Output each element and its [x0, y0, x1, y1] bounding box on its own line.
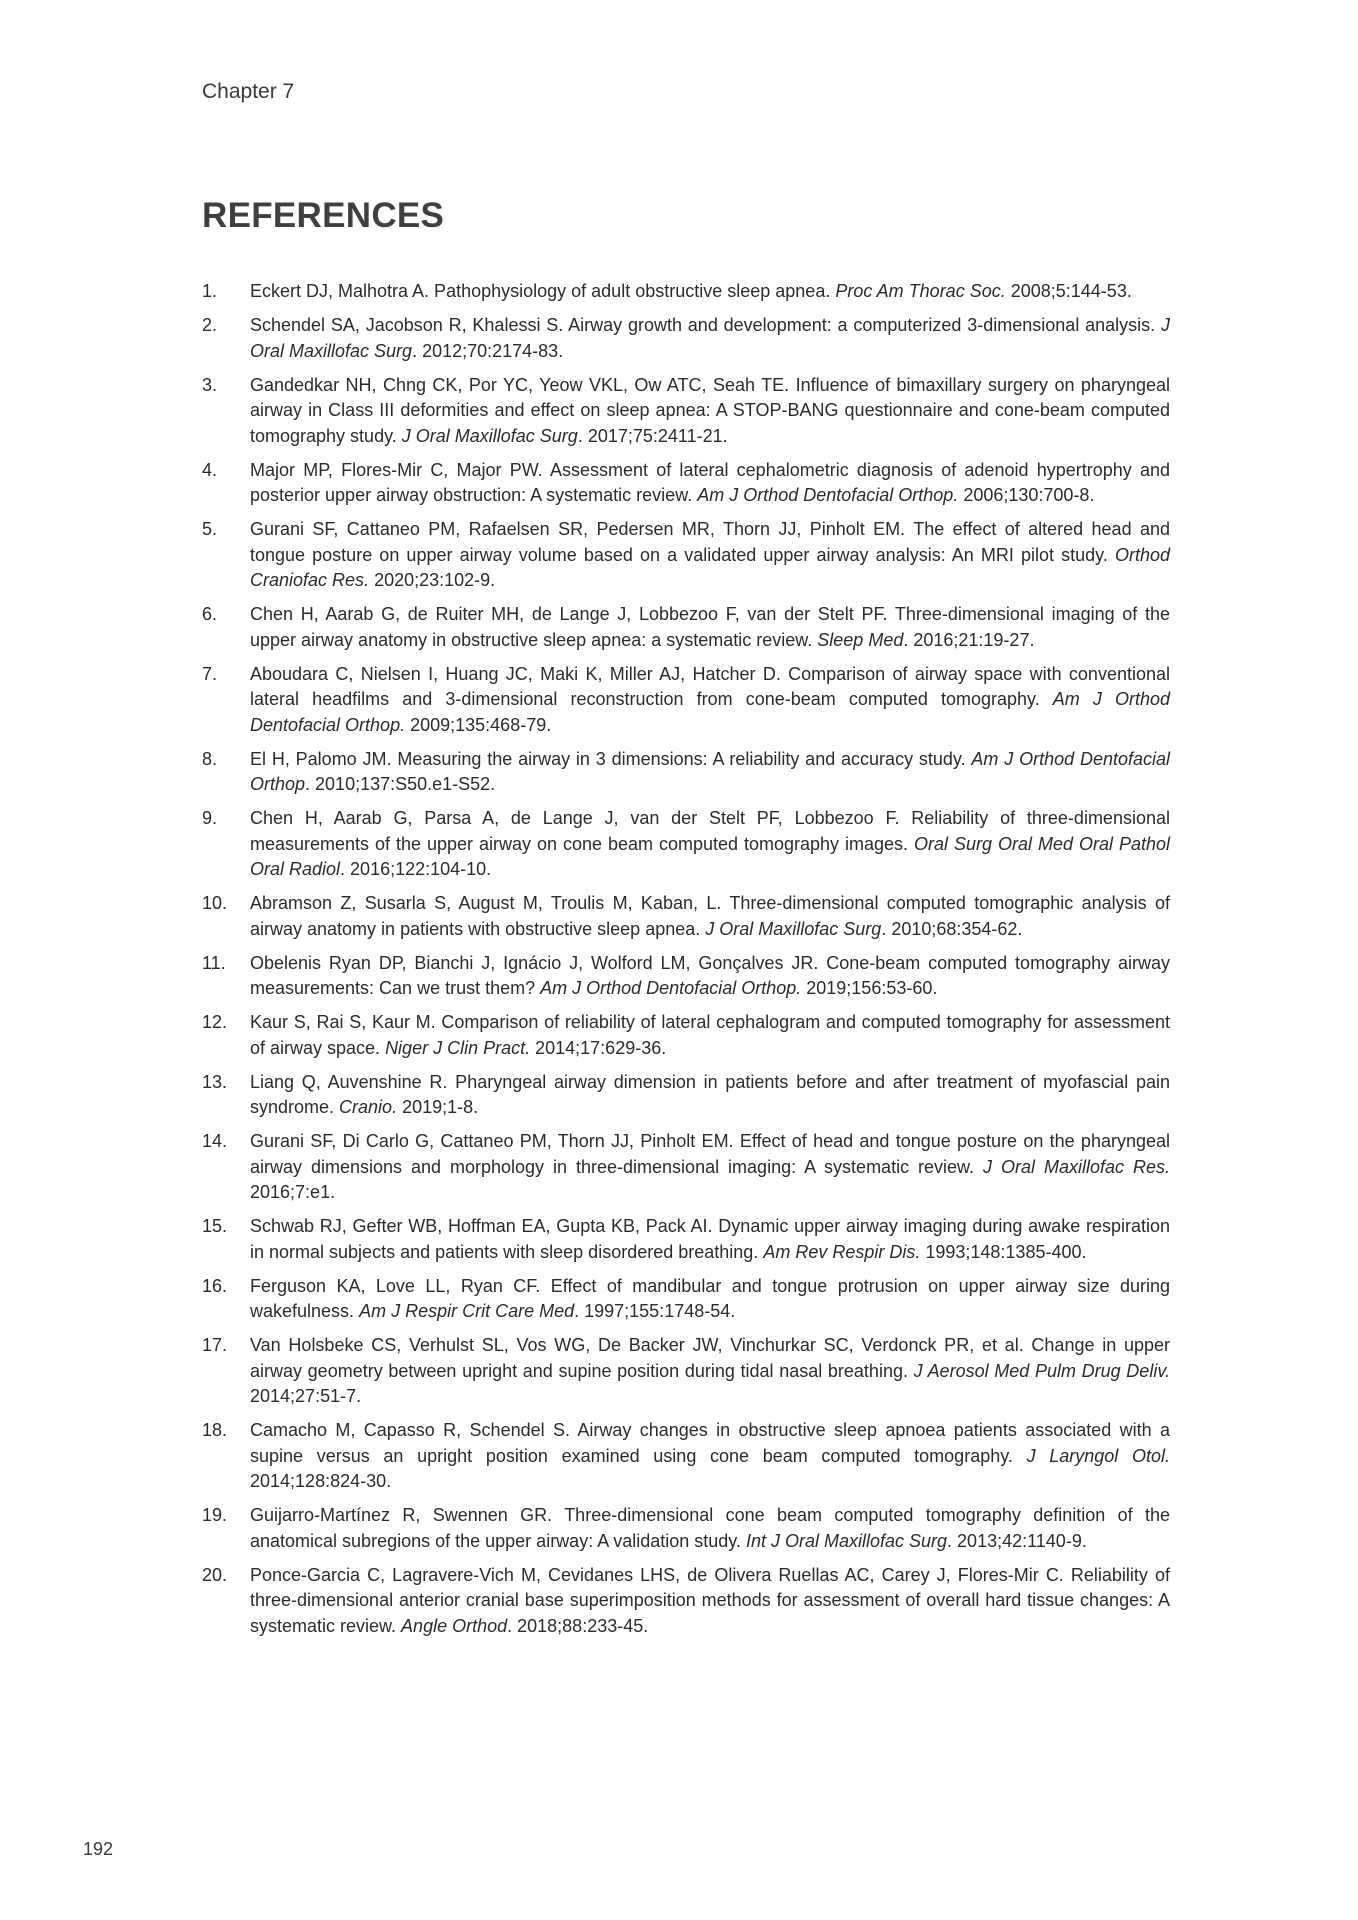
reference-citation: . 2010;68:354-62. [881, 918, 1023, 939]
reference-item [202, 1010, 1170, 1061]
reference-item [202, 313, 1170, 364]
reference-number: 8. [202, 748, 218, 769]
section-title: REFERENCES [202, 196, 445, 235]
reference-authors-title: Kaur S, Rai S, Kaur M. Comparison of reliability of lateral cephalogram and computed tomography for assessment of airway space. [250, 1012, 1170, 1058]
reference-journal: Am Rev Respir Dis. [763, 1241, 921, 1262]
reference-text [250, 1129, 1170, 1206]
reference-journal: Oral Surg Oral Med Oral Pathol Oral Radiol [250, 833, 1170, 879]
reference-journal: J Oral Maxillofac Surg [250, 315, 1170, 361]
reference-number: 10. [202, 893, 228, 913]
reference-authors-title: Ferguson KA, Love LL, Ryan CF. Effect of mandibular and tongue protrusion on upper airway size during wakefulness. [250, 1275, 1170, 1321]
reference-item [202, 951, 1170, 1002]
reference-number: 20. [202, 1564, 228, 1585]
reference-item [202, 1070, 1170, 1121]
reference-item [202, 747, 1170, 798]
reference-text [250, 373, 1170, 450]
reference-journal: J Oral Maxillofac Res. [983, 1156, 1170, 1177]
reference-item [202, 662, 1170, 739]
reference-text [250, 891, 1170, 942]
reference-item [202, 1333, 1170, 1410]
reference-text [250, 1418, 1170, 1495]
reference-number: 2. [202, 315, 218, 335]
reference-number: 6. [202, 604, 218, 624]
reference-journal: Orthod Craniofac Res. [250, 544, 1170, 590]
reference-authors-title: Camacho M, Capasso R, Schendel S. Airway changes in obstructive sleep apnoea patients associated with a supine versus an upright position examined using cone beam computed tomography. [250, 1420, 1170, 1466]
reference-text [250, 1070, 1170, 1121]
reference-authors-title: Ponce-Garcia C, Lagravere-Vich M, Cevidanes LHS, de Olivera Ruellas AC, Carey J, Flores-Mir C. Reliability of three-dimensional anterior cranial base superimposition methods for assessment of overall hard tissue changes: A systematic review. [250, 1564, 1170, 1636]
reference-journal: Int J Oral Maxillofac Surg [745, 1530, 948, 1551]
reference-journal: J Aerosol Med Pulm Drug Deliv. [913, 1360, 1170, 1381]
reference-journal: Angle Orthod [401, 1615, 508, 1636]
reference-text [250, 279, 1170, 305]
reference-text [250, 313, 1170, 364]
reference-authors-title: El H, Palomo JM. Measuring the airway in 3 dimensions: A reliability and accuracy study. [250, 748, 972, 769]
reference-text [250, 1274, 1170, 1325]
reference-text [250, 747, 1170, 798]
reference-authors-title: Major MP, Flores-Mir C, Major PW. Assessment of lateral cephalometric diagnosis of adenoid hypertrophy and posterior upper airway obstruction: A systematic review. [250, 459, 1170, 505]
reference-number: 19. [202, 1505, 228, 1525]
reference-citation: 2008;5:144-53. [1005, 281, 1132, 301]
page-number: 192 [83, 1839, 114, 1859]
reference-journal: Proc Am Thorac Soc. [835, 281, 1006, 301]
reference-text [250, 1503, 1170, 1554]
reference-number: 3. [202, 374, 218, 395]
reference-number: 15. [202, 1216, 228, 1236]
reference-list [202, 279, 1170, 1648]
reference-journal: Am J Orthod Dentofacial Orthop [250, 748, 1170, 794]
reference-authors-title: Gandedkar NH, Chng CK, Por YC, Yeow VKL, Ow ATC, Seah TE. Influence of bimaxillary surgery on pharyngeal airway in Class III deformities and effect on sleep apnea: A STOP-BANG questionnaire and cone-beam computed tomography study. [250, 374, 1170, 446]
reference-item [202, 279, 1170, 305]
reference-item [202, 1563, 1170, 1640]
reference-item [202, 1503, 1170, 1554]
reference-authors-title: Chen H, Aarab G, Parsa A, de Lange J, van der Stelt PF, Lobbezoo F. Reliability of three-dimensional measurements of the upper airway on cone beam computed tomography images. [250, 808, 1170, 854]
reference-number: 5. [202, 519, 218, 539]
reference-citation: 1993;148:1385-400. [920, 1241, 1087, 1262]
reference-authors-title: Guijarro-Martínez R, Swennen GR. Three-dimensional cone beam computed tomography definition of the anatomical subregions of the upper airway: A validation study. [250, 1505, 1170, 1551]
reference-item [202, 1274, 1170, 1325]
reference-citation: 2006;130:700-8. [958, 485, 1095, 505]
reference-item [202, 517, 1170, 594]
reference-journal: Am J Orthod Dentofacial Orthop. [250, 689, 1170, 735]
reference-text [250, 951, 1170, 1002]
reference-citation: . 2016;21:19-27. [903, 629, 1035, 650]
reference-citation: 2019;1-8. [397, 1097, 479, 1117]
reference-citation: . 2012;70:2174-83. [412, 340, 564, 361]
reference-authors-title: Gurani SF, Cattaneo PM, Rafaelsen SR, Pedersen MR, Thorn JJ, Pinholt EM. The effect of altered head and tongue posture on upper airway volume based on a validated upper airway analysis: An MRI pilot study. [250, 519, 1170, 565]
reference-number: 12. [202, 1012, 228, 1032]
reference-citation: 2014;17:629-36. [530, 1037, 667, 1058]
reference-authors-title: Schendel SA, Jacobson R, Khalessi S. Airway growth and development: a computerized 3-dimensional analysis. [250, 315, 1161, 335]
reference-number: 17. [202, 1335, 228, 1355]
reference-number: 13. [202, 1071, 228, 1092]
reference-journal: J Oral Maxillofac Surg [401, 425, 578, 446]
reference-text [250, 602, 1170, 653]
reference-number: 1. [202, 281, 218, 301]
reference-citation: . 2017;75:2411-21. [577, 425, 728, 446]
reference-citation: 2020;23:102-9. [369, 570, 496, 590]
reference-citation: 2014;128:824-30. [250, 1471, 392, 1491]
reference-authors-title: Gurani SF, Di Carlo G, Cattaneo PM, Thorn JJ, Pinholt EM. Effect of head and tongue posture on the pharyngeal airway dimensions and morphology in three-dimensional imaging: A systematic review. [250, 1131, 1170, 1177]
reference-item [202, 1129, 1170, 1206]
reference-text [250, 1563, 1170, 1640]
reference-citation: 2016;7:e1. [250, 1182, 336, 1202]
reference-citation: 2019;156:53-60. [801, 978, 938, 998]
reference-item [202, 458, 1170, 509]
reference-citation: . 2018;88:233-45. [507, 1615, 649, 1636]
reference-text [250, 1010, 1170, 1061]
reference-journal: Am J Orthod Dentofacial Orthop. [540, 978, 802, 998]
reference-citation: . 2016;122:104-10. [340, 859, 492, 879]
reference-citation: . 2010;137:S50.e1-S52. [305, 774, 496, 794]
reference-authors-title: Chen H, Aarab G, de Ruiter MH, de Lange J, Lobbezoo F, van der Stelt PF. Three-dimensional imaging of the upper airway anatomy in obstructive sleep apnea: a systematic review. [250, 604, 1170, 650]
reference-number: 4. [202, 459, 218, 480]
reference-authors-title: Aboudara C, Nielsen I, Huang JC, Maki K, Miller AJ, Hatcher D. Comparison of airway space with conventional lateral headfilms and 3-dimensional reconstruction from cone-beam computed tomography. [250, 663, 1170, 709]
reference-journal: Cranio. [339, 1097, 398, 1117]
reference-citation: . 2013;42:1140-9. [947, 1530, 1087, 1551]
reference-journal: Sleep Med [817, 629, 904, 650]
reference-number: 14. [202, 1131, 228, 1151]
reference-text [250, 458, 1170, 509]
reference-text [250, 1333, 1170, 1410]
reference-journal: J Oral Maxillofac Surg [705, 918, 882, 939]
reference-journal: J Laryngol Otol. [1026, 1445, 1171, 1466]
reference-citation: 2014;27:51-7. [250, 1386, 362, 1406]
reference-item [202, 1418, 1170, 1495]
reference-item [202, 806, 1170, 883]
reference-authors-title: Obelenis Ryan DP, Bianchi J, Ignácio J, Wolford LM, Gonçalves JR. Cone-beam computed tomography airway measurements: Can we trust them? [250, 952, 1170, 998]
reference-journal: Niger J Clin Pract. [385, 1037, 531, 1058]
reference-number: 7. [202, 663, 218, 684]
reference-citation: . 1997;155:1748-54. [574, 1301, 736, 1321]
reference-item [202, 1214, 1170, 1265]
reference-authors-title: Schwab RJ, Gefter WB, Hoffman EA, Gupta KB, Pack AI. Dynamic upper airway imaging during awake respiration in normal subjects and patients with sleep disordered breathing. [250, 1216, 1170, 1262]
reference-text [250, 662, 1170, 739]
reference-authors-title: Abramson Z, Susarla S, August M, Troulis M, Kaban, L. Three-dimensional computed tomographic analysis of airway anatomy in patients with obstructive sleep apnea. [250, 893, 1170, 939]
reference-journal: Am J Orthod Dentofacial Orthop. [697, 485, 959, 505]
reference-journal: Am J Respir Crit Care Med [359, 1301, 575, 1321]
reference-text [250, 517, 1170, 594]
reference-authors-title: Liang Q, Auvenshine R. Pharyngeal airway dimension in patients before and after treatment of myofascial pain syndrome. [250, 1071, 1170, 1117]
reference-text [250, 1214, 1170, 1265]
running-head: Chapter 7 [202, 80, 295, 103]
reference-number: 11. [202, 952, 226, 973]
reference-item [202, 373, 1170, 450]
reference-authors-title: Eckert DJ, Malhotra A. Pathophysiology of adult obstructive sleep apnea. [250, 281, 836, 301]
reference-authors-title: Van Holsbeke CS, Verhulst SL, Vos WG, De Backer JW, Vinchurkar SC, Verdonck PR, et al. Change in upper airway geometry between upright and supine position during tidal nasal breathing. [250, 1335, 1170, 1381]
reference-number: 18. [202, 1420, 228, 1440]
reference-number: 16. [202, 1275, 228, 1296]
reference-item [202, 602, 1170, 653]
reference-citation: 2009;135:468-79. [405, 714, 552, 735]
reference-text [250, 806, 1170, 883]
reference-number: 9. [202, 808, 218, 828]
reference-item [202, 891, 1170, 942]
